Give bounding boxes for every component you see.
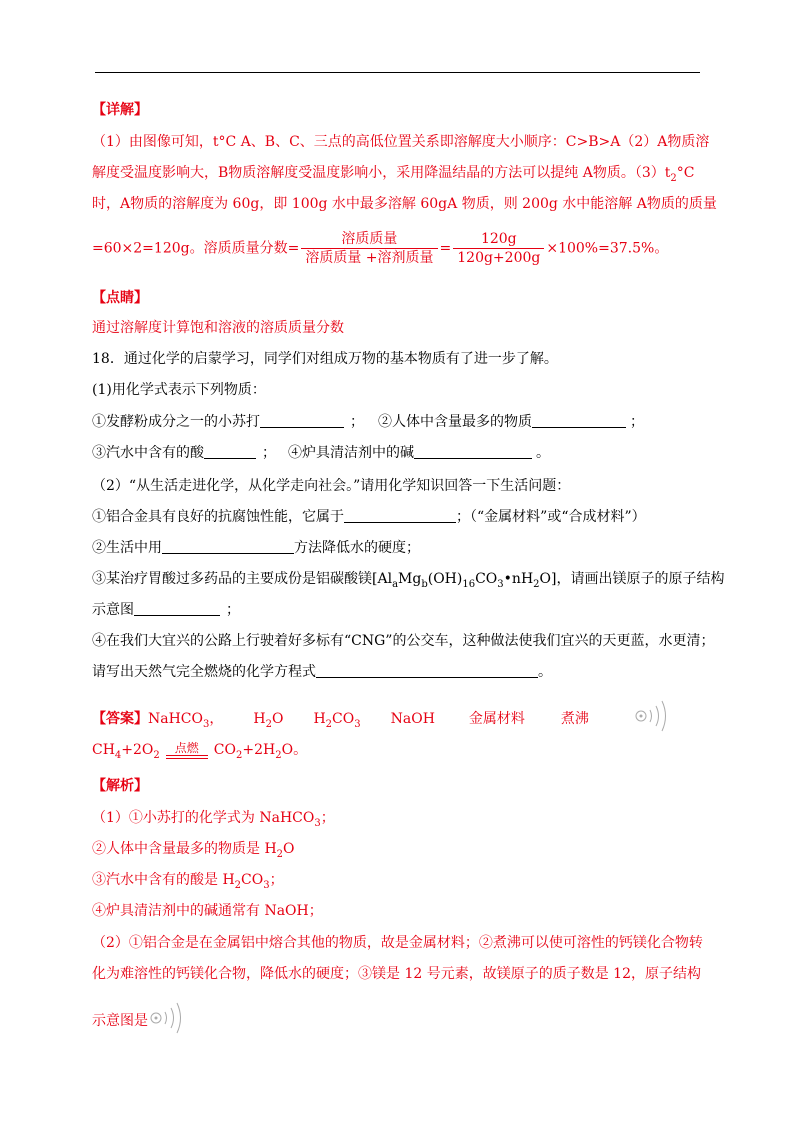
answer-blank[interactable] xyxy=(162,539,294,554)
fraction-mass-ratio: $\frac{\text{溶质质量}}{\text{溶质质量 +溶剂质量}}$ xyxy=(301,230,437,267)
analysis-line-1: （1）①小苏打的化学式为 NaHCO$_3$； xyxy=(92,810,335,829)
answer-blank[interactable] xyxy=(204,444,256,459)
fraction-values: $\frac{120g}{120g+200g}$ xyxy=(453,230,544,267)
analysis-line-6: 化为难溶性的钙镁化合物，降低水的硬度；③镁是 12 号元素，故镁原子的质子数是 12，原子结构 xyxy=(92,966,701,982)
q18-part2: （2）“从生活走进化学，从化学走向社会。”请用化学知识回答一下生活问题： xyxy=(92,478,571,494)
formula-line: =60×2=120g。溶质质量分数= $\frac{\text{溶质质量}}{\text{溶质质量 +溶剂质量}}$ = $\frac{120g}{120g+200g}$ ×100%=37.5%。 xyxy=(92,231,669,266)
q18-p2c-line2: 示意图 ； xyxy=(92,602,240,618)
answer-blank[interactable] xyxy=(316,663,538,678)
analysis-heading: 【解析】 xyxy=(92,778,148,794)
magnesium-atom-diagram-icon xyxy=(148,1000,188,1042)
header-rule xyxy=(95,72,700,73)
answer-blank[interactable] xyxy=(414,444,532,459)
detail-line-3: 时，A物质的溶解度为 60g，即 100g 水中最多溶解 60gA 物质，则 200g 水中能溶解 A物质的质量 xyxy=(92,196,717,212)
q18-p2a: ①铝合金具有良好的抗腐蚀性能，它属于 ；（“金属材料”或“合成材料”） xyxy=(92,509,646,525)
tip-text: 通过溶解度计算饱和溶液的溶质质量分数 xyxy=(92,320,344,336)
analysis-line-7: 示意图是 xyxy=(92,1000,188,1042)
analysis-line-2: ②人体中含量最多的物质是 $H_2O$ xyxy=(92,841,295,860)
analysis-line-5: （2）①铝合金是在金属铝中熔合其他的物质，故是金属材料；②煮沸可以使可溶性的钙镁化合物转 xyxy=(92,935,703,951)
q18-p1-line1: ①发酵粉成分之一的小苏打 ； ②人体中含量最多的物质 ； xyxy=(92,414,644,430)
analysis-line-4: ④炉具清洁剂中的碱通常有 NaOH； xyxy=(92,903,323,919)
magnesium-atom-diagram-icon xyxy=(633,698,673,740)
answer-blank[interactable] xyxy=(344,508,456,523)
answer-blank[interactable] xyxy=(532,413,626,428)
q18-p2d: ④在我们大宜兴的公路上行驶着好多标有“CNG”的公交车，这种做法使我们宜兴的天更蓝，水更清； xyxy=(92,633,715,649)
answer-blank[interactable] xyxy=(134,601,220,616)
q18-intro: 18．通过化学的启蒙学习，同学们对组成万物的基本物质有了进一步了解。 xyxy=(92,351,558,367)
equals-double-line-icon xyxy=(166,755,208,759)
tip-heading: 【点睛】 xyxy=(92,290,148,306)
q18-p2c: ③某治疗胃酸过多药品的主要成份是铝碳酸镁$[Al_aMg_b(OH)_{16}CO_3•nH_2O]$，请画出镁原子的原子结构 xyxy=(92,571,725,590)
q18-part1: (1)用化学式表示下列物质： xyxy=(92,382,266,398)
answer-line: 【答案】NaHCO$_3$， $H_2O$ $H_2CO_3$ NaOH 金属材料 煮沸 xyxy=(92,698,673,740)
reaction-condition: 点燃 xyxy=(166,742,208,759)
analysis-line-3: ③汽水中含有的酸是 $H_2CO_3$； xyxy=(92,872,284,891)
equation-line: $CH_4+2O_2$点燃 $CO_2+2H_2O$。 xyxy=(92,740,308,761)
detail-heading: 【详解】 xyxy=(92,102,148,118)
answer-blank[interactable] xyxy=(260,413,344,428)
q18-p1-line2: ③汽水中含有的酸 ； ④炉具清洁剂中的碱 。 xyxy=(92,445,550,461)
detail-line-2: 解度受温度影响大，B物质溶解度受温度影响小，采用降温结晶的方法可以提纯 A物质。$(3)t_2^\circ C$ xyxy=(92,165,695,184)
q18-p2d-line2: 请写出天然气完全燃烧的化学方程式 。 xyxy=(92,664,552,680)
q18-p2b: ②生活中用 方法降低水的硬度； xyxy=(92,540,420,556)
detail-line-1: （1）由图像可知，t°C A、B、C、三点的高低位置关系即溶解度大小顺序：C>B>A（2）A物质溶 xyxy=(92,134,710,150)
